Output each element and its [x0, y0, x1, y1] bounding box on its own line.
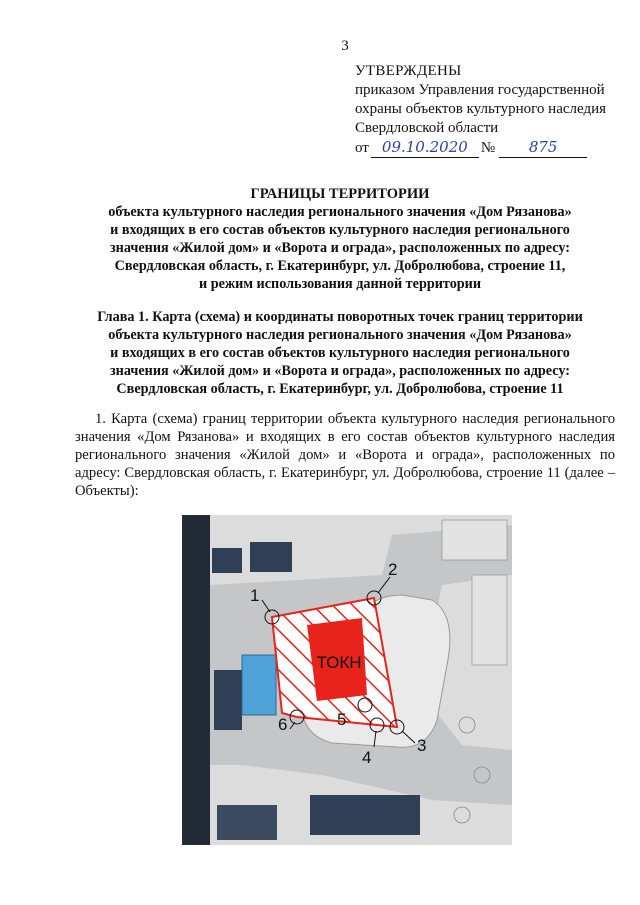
- point-label-2: 2: [388, 560, 398, 579]
- chapter-line: Глава 1. Карта (схема) и координаты поворотных точек границ территории: [97, 309, 583, 325]
- approval-line: приказом Управления государственной: [355, 82, 605, 98]
- map-building-dark: [212, 548, 242, 573]
- tokn-label: ТОКН: [316, 653, 362, 672]
- title-main: ГРАНИЦЫ ТЕРРИТОРИИ: [250, 186, 430, 202]
- approval-line: Свердловской области: [355, 120, 499, 136]
- point-label-6: 6: [278, 715, 288, 734]
- point-label-1: 1: [250, 586, 260, 605]
- point-label-3: 3: [417, 736, 427, 755]
- map-building-blue: [242, 655, 276, 715]
- map-building-dark: [310, 795, 420, 835]
- paragraph-1: 1. Карта (схема) границ территории объекта культурного наследия регионального значения «Дом Рязанова» и входящих в его состав объектов культурного наследия регионального значения «Жилой дом» и «Ворота и ограда», расположенных по адресу: Свердловская область, г. Екатеринбург, ул. Добролюбова, строение 11 (далее – Объекты):: [75, 411, 615, 499]
- chapter-line: и входящих в его состав объектов культурного наследия регионального: [110, 345, 570, 361]
- title-line: объекта культурного наследия регионального значения «Дом Рязанова»: [108, 204, 572, 220]
- point-label-4: 4: [362, 748, 372, 767]
- approval-stamp: [355, 62, 606, 158]
- title-line: Свердловская область, г. Екатеринбург, ул. Добролюбова, строение 11,: [114, 258, 566, 274]
- title-line: значения «Жилой дом» и «Ворота и ограда», расположенных по адресу:: [109, 240, 570, 256]
- approval-line: охраны объектов культурного наследия: [355, 101, 607, 117]
- territory-map: [182, 515, 512, 845]
- map-building-dark: [214, 670, 242, 730]
- chapter-heading: [60, 308, 620, 398]
- number-label: №: [480, 140, 496, 156]
- chapter-line: Свердловская область, г. Екатеринбург, ул. Добролюбова, строение 11: [116, 381, 564, 397]
- document-title: [60, 185, 620, 293]
- handwritten-number: 875: [499, 138, 587, 158]
- point-label-5: 5: [337, 710, 347, 729]
- from-label: от: [355, 140, 369, 156]
- chapter-line: значения «Жилой дом» и «Ворота и ограда», расположенных по адресу:: [109, 363, 570, 379]
- map-building-outline: [472, 575, 507, 665]
- approval-date-line: [355, 138, 606, 158]
- chapter-line: объекта культурного наследия регионального значения «Дом Рязанова»: [108, 327, 572, 343]
- title-line: и входящих в его состав объектов культурного наследия регионального: [110, 222, 570, 238]
- map-dark-edge: [182, 515, 210, 845]
- map-svg: [182, 515, 512, 845]
- map-building-dark: [217, 805, 277, 840]
- map-building-dark: [250, 542, 292, 572]
- title-line: и режим использования данной территории: [198, 276, 482, 292]
- page-number: 3: [341, 38, 349, 54]
- map-building-outline: [442, 520, 507, 560]
- handwritten-date: 09.10.2020: [371, 138, 479, 158]
- approval-heading: УТВЕРЖДЕНЫ: [355, 63, 462, 79]
